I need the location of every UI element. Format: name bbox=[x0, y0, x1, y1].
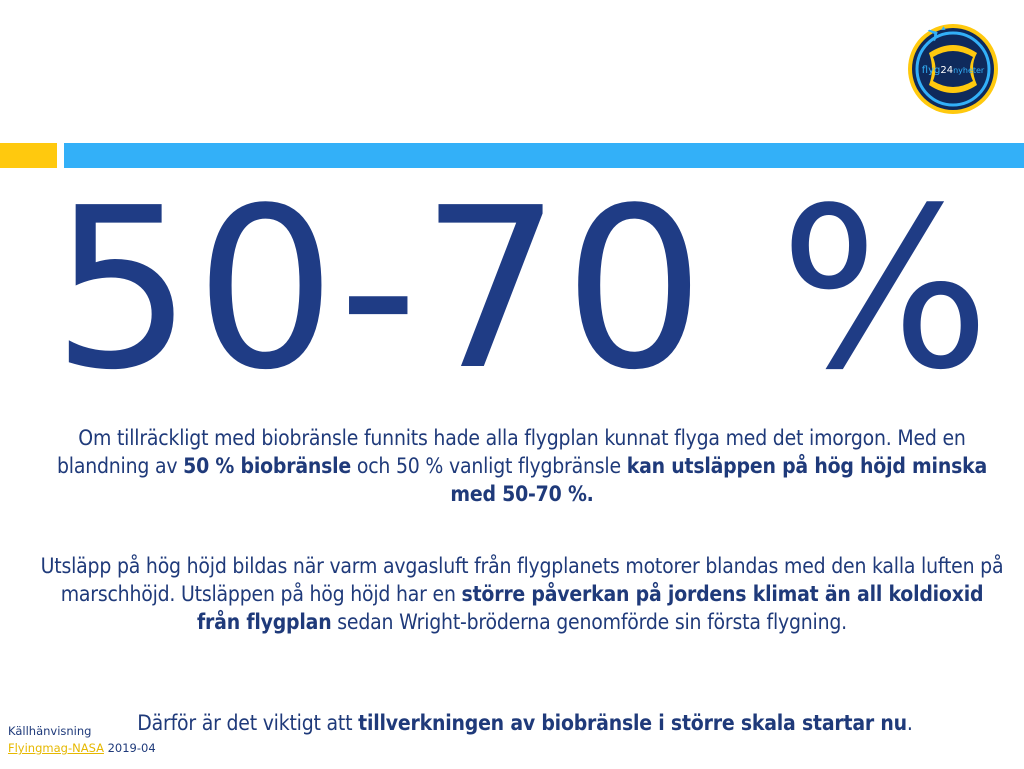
paragraph2-text-2: sedan Wright-bröderna genomförde sin första flygning. bbox=[331, 610, 847, 634]
source-label: Källhänvisning bbox=[8, 724, 92, 738]
paragraph-high-altitude-emissions bbox=[40, 552, 1004, 636]
logo-text-flyg: flyg bbox=[921, 65, 941, 76]
source-reference bbox=[8, 723, 156, 757]
paragraph-biofuel-blend bbox=[40, 424, 1004, 508]
paragraph1-text-2: och 50 % vanligt flygbränsle bbox=[351, 454, 627, 478]
paragraph1-text-1: Om tillräckligt med biobränsle funnits hade alla flygplan kunnat flyga med det imorgon. Med en blandning av bbox=[56, 426, 966, 478]
paragraph3-bold-1: tillverkningen av biobränsle i större skala startar nu bbox=[358, 711, 907, 735]
flyg24nyheter-logo bbox=[907, 23, 999, 115]
logo-text-nyheter: nyheter bbox=[953, 66, 985, 75]
source-date: 2019-04 bbox=[107, 741, 156, 755]
paragraph1-bold-1: 50 % biobränsle bbox=[183, 454, 352, 478]
svg-text:flyg24nyheter bbox=[922, 65, 985, 76]
headline-percentage: 50-70 % bbox=[51, 161, 993, 419]
logo-badge-icon bbox=[907, 23, 999, 115]
logo-text-24: 24 bbox=[940, 65, 954, 76]
source-link[interactable]: Flyingmag-NASA bbox=[8, 741, 104, 755]
paragraph2-text-1: Utsläpp på hög höjd bildas när varm avgasluft från flygplanets motorer blandas med den kalla luften på marschhöjd. Utsläppen på hög höjd har en bbox=[40, 554, 1004, 606]
paragraph-conclusion bbox=[95, 709, 955, 737]
paragraph3-text-2: . bbox=[906, 711, 913, 735]
paragraph2-bold-1: större påverkan på jordens klimat än all koldioxid från flygplan bbox=[197, 582, 984, 634]
paragraph1-bold-2: kan utsläppen på hög höjd minska med 50-70 %. bbox=[450, 454, 988, 506]
paragraph3-text-1: Därför är det viktigt att bbox=[137, 711, 359, 735]
